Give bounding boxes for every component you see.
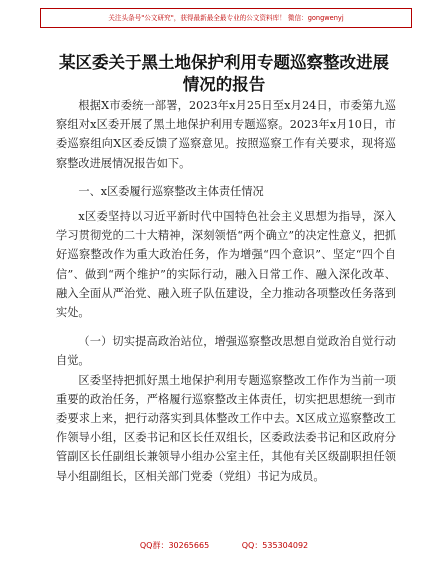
footer-qq-group: QQ群：30265665 bbox=[139, 541, 210, 550]
page-footer bbox=[0, 540, 448, 551]
section-1-paragraph: x区委坚持以习近平新时代中国特色社会主义思想为指导，深入学习贯彻党的二十大精神，深刻领悟“两个确立”的决定性意义，把抓好巡察整改作为重大政治任务，作为增强“四个意识”、坚定“四个自信”、做到“两个维护”的实际行动，融入日常工作、融入深化改革、融入全面从严治党、融入班子队伍建设，全力推动各项整改任务落到实处。 bbox=[56, 210, 396, 320]
promo-banner bbox=[40, 8, 412, 28]
document-body bbox=[56, 96, 396, 486]
footer-qq: QQ：535304092 bbox=[241, 541, 309, 550]
document-title bbox=[30, 52, 418, 96]
section-1-heading: 一、x区委履行巡察整改主体责任情况 bbox=[78, 184, 264, 198]
subsection-1-paragraph: 区委坚持把抓好黑土地保护利用专题巡察整改工作作为当前一项重要的政治任务，严格履行巡察整改主体责任，切实把思想统一到市委要求上来，把行动落实到具体整改工作中去。X区成立巡察整改工作领导小组，区委书记和区长任双组长，区委政法委书记和区政府分管副区长任副组长兼领导小组办公室主任，其他有关区级副职担任领导小组副组长，区相关部门党委（党组）书记为成员。 bbox=[56, 373, 396, 483]
intro-paragraph: 根据X市委统一部署，2023年x月25日至x月24日，市委第九巡察组对x区委开展了黑土地保护利用专题巡察。2023年x月10日，市委巡察组向X区委反馈了巡察意见。按照巡察工作有关要求，现将巡察整改进展情况报告如下。 bbox=[56, 99, 396, 170]
document-title-line-2: 情况的报告 bbox=[182, 75, 266, 94]
subsection-1-heading: （一）切实提高政治站位，增强巡察整改思想自觉政治自觉行动自觉。 bbox=[56, 335, 396, 368]
document-title-line-1: 某区委关于黑土地保护利用专题巡察整改进展 bbox=[59, 53, 389, 72]
promo-banner-text: 关注头条号"公文研究"，获得最新最全最专业的公文资料库！ 微信：gongwenyj bbox=[108, 14, 344, 22]
